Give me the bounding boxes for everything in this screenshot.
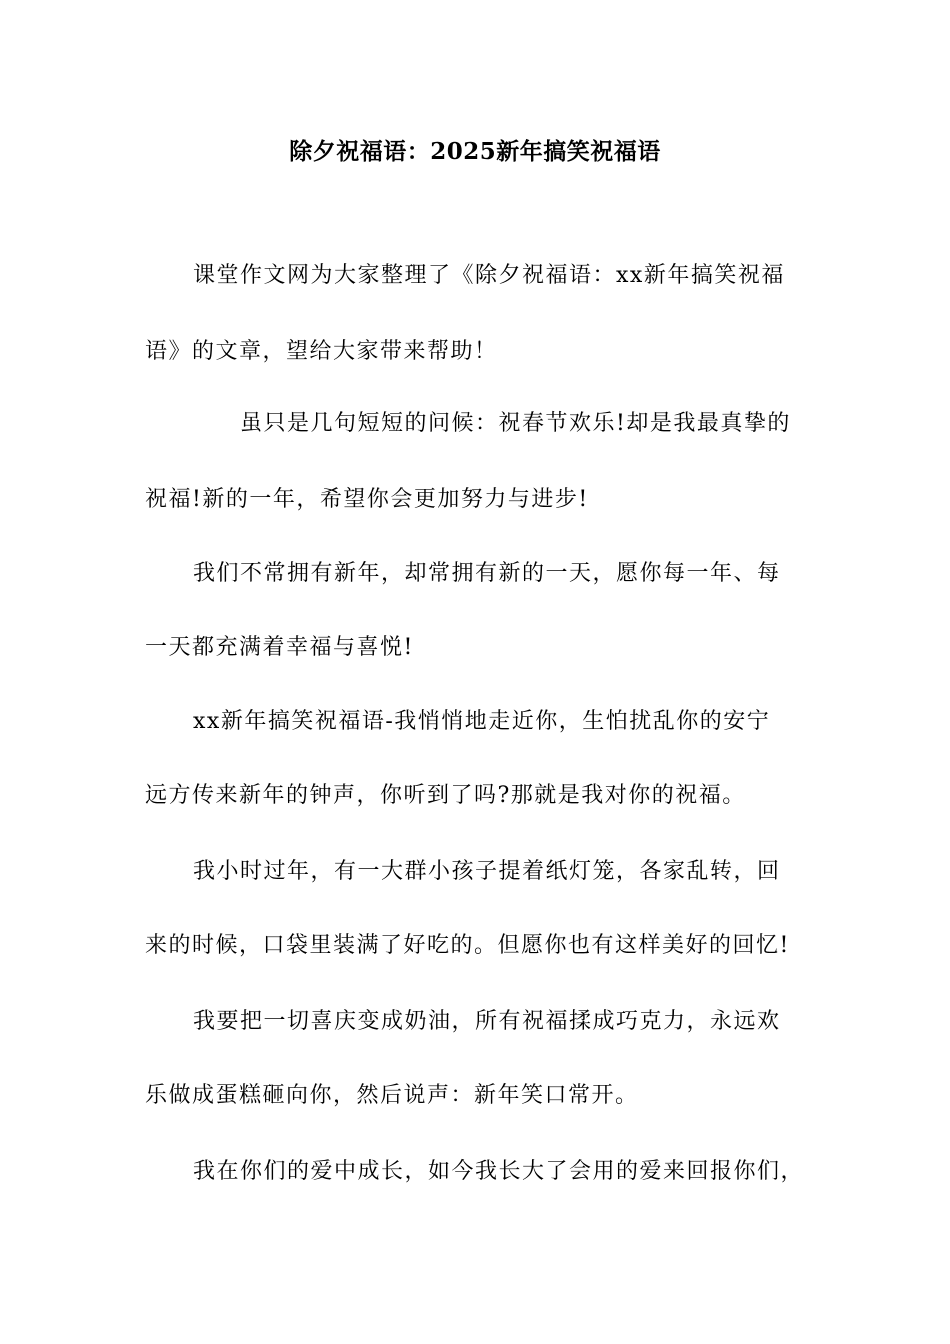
text-line: 远方传来新年的钟声，你听到了吗?那就是我对你的祝福。 — [145, 783, 746, 808]
text-line: 祝福!新的一年，希望你会更加努力与进步! — [145, 487, 589, 512]
document-title: 除夕祝福语：2025新年搞笑祝福语 — [289, 138, 661, 165]
text-line: xx新年搞笑祝福语-我悄悄地走近你，生怕扰乱你的安宁 — [193, 709, 771, 734]
text-line: 语》的文章，望给大家带来帮助！ — [145, 339, 498, 364]
text-line: 一天都充满着幸福与喜悦! — [145, 635, 414, 660]
text-line: 我们不常拥有新年，却常拥有新的一天，愿你每一年、每 — [193, 561, 781, 586]
text-line: 我小时过年，有一大群小孩子提着纸灯笼，各家乱转，回 — [193, 859, 781, 884]
text-line: 课堂作文网为大家整理了《除夕祝福语：xx新年搞笑祝福 — [193, 263, 785, 288]
text-line: 我要把一切喜庆变成奶油，所有祝福揉成巧克力，永远欢 — [193, 1009, 781, 1034]
text-line: 虽只是几句短短的问候：祝春节欢乐!却是我最真挚的 — [240, 411, 791, 436]
text-line: 乐做成蛋糕砸向你，然后说声：新年笑口常开。 — [145, 1083, 639, 1108]
text-line: 来的时候，口袋里装满了好吃的。但愿你也有这样美好的回忆! — [145, 933, 790, 958]
text-line: 我在你们的爱中成长，如今我长大了会用的爱来回报你们， — [193, 1159, 805, 1184]
